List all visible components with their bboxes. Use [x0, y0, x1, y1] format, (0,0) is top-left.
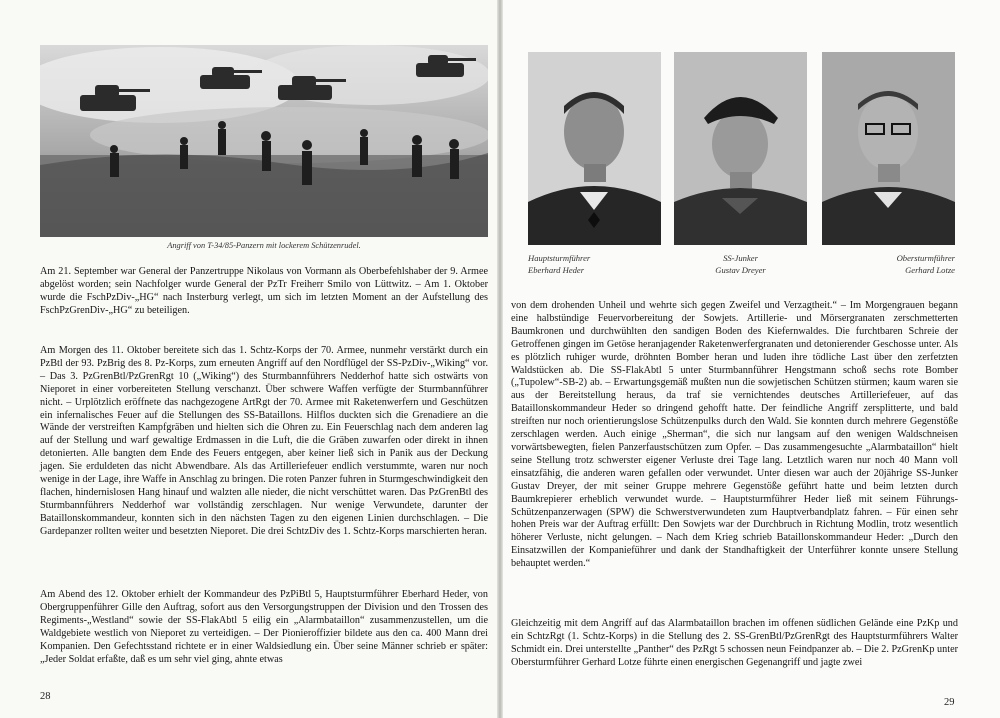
portrait-heder-image	[528, 52, 661, 245]
portrait-name-heder: Eberhard Heder	[528, 265, 585, 275]
portrait-dreyer-image	[674, 52, 807, 245]
portrait-caption-heder	[528, 252, 668, 276]
portrait-name-lotze: Gerhard Lotze	[905, 265, 955, 275]
left-paragraph-1: Am 21. September war General der Panzertruppe Nikolaus von Vormann als Oberbefehlshaber der 9. Armee abgelöst worden; sein Nachfolger wurde General der PzTr Freiherr Smilo von Lüttwitz. – Am 1. Oktober wurde die FschPzDiv-„HG“ nach Insterburg verlegt, um sich im letzten Moment an der Aufstellung des FschPzGrenDiv-„HG“ zu beteiligen.	[40, 266, 488, 316]
left-paragraph-3: Am Abend des 12. Oktober erhielt der Kommandeur des PzPiBtl 5, Hauptsturmführer Eberhard Heder, von Obergruppenführer Gille den Auftrag, sofort aus den Versorgungstruppen der Division und den Trossen des Regiments-„Westland“ sowie der SS-FlakAbtl 5 eilig ein „Alarmbataillon“ zusammenzustellen, um die Waldgebiete westlich von Nieporet zu verteidigen. – Der Pionieroffizier bildete aus den ca. 400 Mann drei Kompanien. Den Gefechtsstand richtete er in einer Waldsiedlung ein. Über seine Männer schrieb er später: „Jeder Soldat erfaßte, daß es um sehr viel ging, ahnte etwas	[40, 589, 488, 665]
portrait-lotze	[822, 52, 955, 245]
right-paragraph-2: Gleichzeitig mit dem Angriff auf das Alarmbataillon brachen im offenen südlichen Gelände eine PzKp und ein SchtzRgt (1. Schtz-Korps) in die Stellung des 2. SS-GrenBtl/PzGrenRgt des Hauptsturmführers Walter Schmidt ein. Drei unterstellte „Panther“ des PzRgt 5 schossen neun Feindpanzer ab. – Die 2. PzGrenKp unter Obersturmführer Gerhard Lotze führte einen energischen Gegenangriff und jagte zwei	[511, 618, 958, 668]
left-paragraph-2: Am Morgen des 11. Oktober bereitete sich das 1. Schtz-Korps der 70. Armee, nunmehr verstärkt durch ein PzBtl der 93. PzBrig des 8. Pz-Korps, zum erneuten Angriff auf den Nordflügel der SS-PzDiv-„Wiking“ vor. – Das 3. PzGrenBtl/PzGrenRgt 10 („Wiking“) des Sturmbannführers Nedderhof hatte sich ostwärts von Nieporet in einer vorbereiteten Stellung verschanzt. Über schwere Waffen verfügte der Sturmbannführer nicht. – Urplötzlich eröffnete das nachgezogene ArtRgt der 70. Armee mit Raketenwerfern und Geschützen ein infernalisches Feuer auf die Stellungen des SS-Bataillons. Hilflos duckten sich die Grenadiere an die Wände der verstreiften Kampfgräben und hielten sich die Ohren zu. Ein Feuerschlag nach dem anderen lag auf der Stellung und warf gewaltige Erdmassen in die Luft, die die Gräben zuwarfen oder direkt in ihnen detonierten. Alle bangten dem Ende des Feuers entgegen, aber keiner ließ sich in Panik aus der Deckung jagen. Sie erduldeten das nicht Abwendbare. Als das Artilleriefeuer endlich verstummte, waren nur noch wenige in der Lage, ihre Waffe in Anschlag zu bringen. Die roten Panzer fuhren in Sturmgeschwindigkeit den flachen, hindernislosen Hang hinauf und walzten alle nieder, die nicht verschüttet waren. Das PzGrenBtl des Sturmbannführers Nedderhof war vollständig zerschlagen. Nur wenige Verwundete, darunter der Bataillonskommandeur, konnten sich in den nächsten Tagen zu den eigenen Linien durchschlagen. – Die Gardepanzer rollten weiter und besetzten Nieporet. Die drei SchtzDiv des 1. Schtz-Korps marschierten heran.	[40, 345, 488, 537]
book-gutter	[497, 0, 503, 718]
portrait-rank-lotze: Obersturmführer	[896, 253, 955, 263]
portrait-rank-heder: Hauptsturmführer	[528, 253, 591, 263]
battle-photo-caption: Angriff von T-34/85-Panzern mit lockerem Schützenrudel.	[167, 241, 361, 250]
portrait-rank-dreyer: SS-Junker	[723, 253, 758, 263]
battle-photo	[40, 45, 488, 237]
portrait-caption-dreyer	[674, 252, 807, 276]
portrait-name-dreyer: Gustav Dreyer	[715, 265, 766, 275]
portrait-caption-lotze	[822, 252, 955, 276]
portrait-heder	[528, 52, 661, 245]
right-paragraph-1: von dem drohenden Unheil und wehrte sich gegen Zweifel und Verzagtheit.“ – Im Morgengrauen begann eine halbstündige Feuervorbereitung der Sowjets. Artillerie- und Mörsergranaten zerschmetterten Baumkronen und durchwühlten den sandigen Boden des Kiefernwaldes. Die furchtbaren Schreie der Getroffenen gingen im Getöse heranjagender Raketenwerfergranaten und detonierender Geschosse unter. Als es plötzlich ruhiger wurde, dröhnten Bomber heran und luden ihre tödliche Last über den zerfetzten Waldstücken ab. Die SS-FlakAbtl 5 unter Sturmbannführer Hengstmann schoß sechs rote Bomber („Tupolew“-SB-2) ab. – Erwartungsgemäß mußten nun die sowjetischen Schützen stürmen; kaum waren sie aus der Bereitstellung heraus, da traf sie vernichtendes deutsches Artilleriefeuer, auf das Bataillonskommandeur Heder so dringend gehofft hatte. Der feindliche Angriff zersplitterte, und bald streiften nur noch orientierungslose Schützenpulks durch den Wald. Sie konnten durch mehrere Gegenstöße zerschlagen werden. Auch einige „Sherman“, die sich nur langsam auf den wenigen Waldschneisen vorwärtsbewegten, fielen Panzerfaustschützen zum Opfer. – Das zusammengesuchte „Alarmbataillon“ hielt seine Stellung trotz schwerster eigener Verluste drei Tage lang. Letztlich waren nur noch 40 Mann voll einsatzfähig, die anderen waren gefallen oder verwundet. Unter diesen war auch der 20jährige SS-Junker Gustav Dreyer, der mit seiner Gruppe mehrere Gegenstöße geführt hatte und beim letzten durch Baumkrepierer erheblich verwundet wurde. – Hauptsturmführer Heder ließ mit seinem Führungs-Schützenpanzerwagen (SPW) die Schwerstverwundeten zum Hauptverbandplatz fahren. – Für einen sehr hohen Preis war der Auftrag erfüllt: Den Sowjets war der Durchbruch in Richtung Modlin, trotz wesentlich höherer Verluste, nicht gelungen. – Nach dem Krieg schrieb Bataillonskommandeur Heder: „Durch den Einsatzwillen der Kompanieführer und dank der Standhaftigkeit der Unterführer konnte unsere Stellung behauptet werden.“	[511, 300, 958, 570]
portrait-lotze-image	[822, 52, 955, 245]
battle-scene-image	[40, 45, 488, 237]
left-page-number: 28	[40, 691, 51, 702]
portrait-dreyer	[674, 52, 807, 245]
right-page-number: 29	[944, 697, 955, 708]
